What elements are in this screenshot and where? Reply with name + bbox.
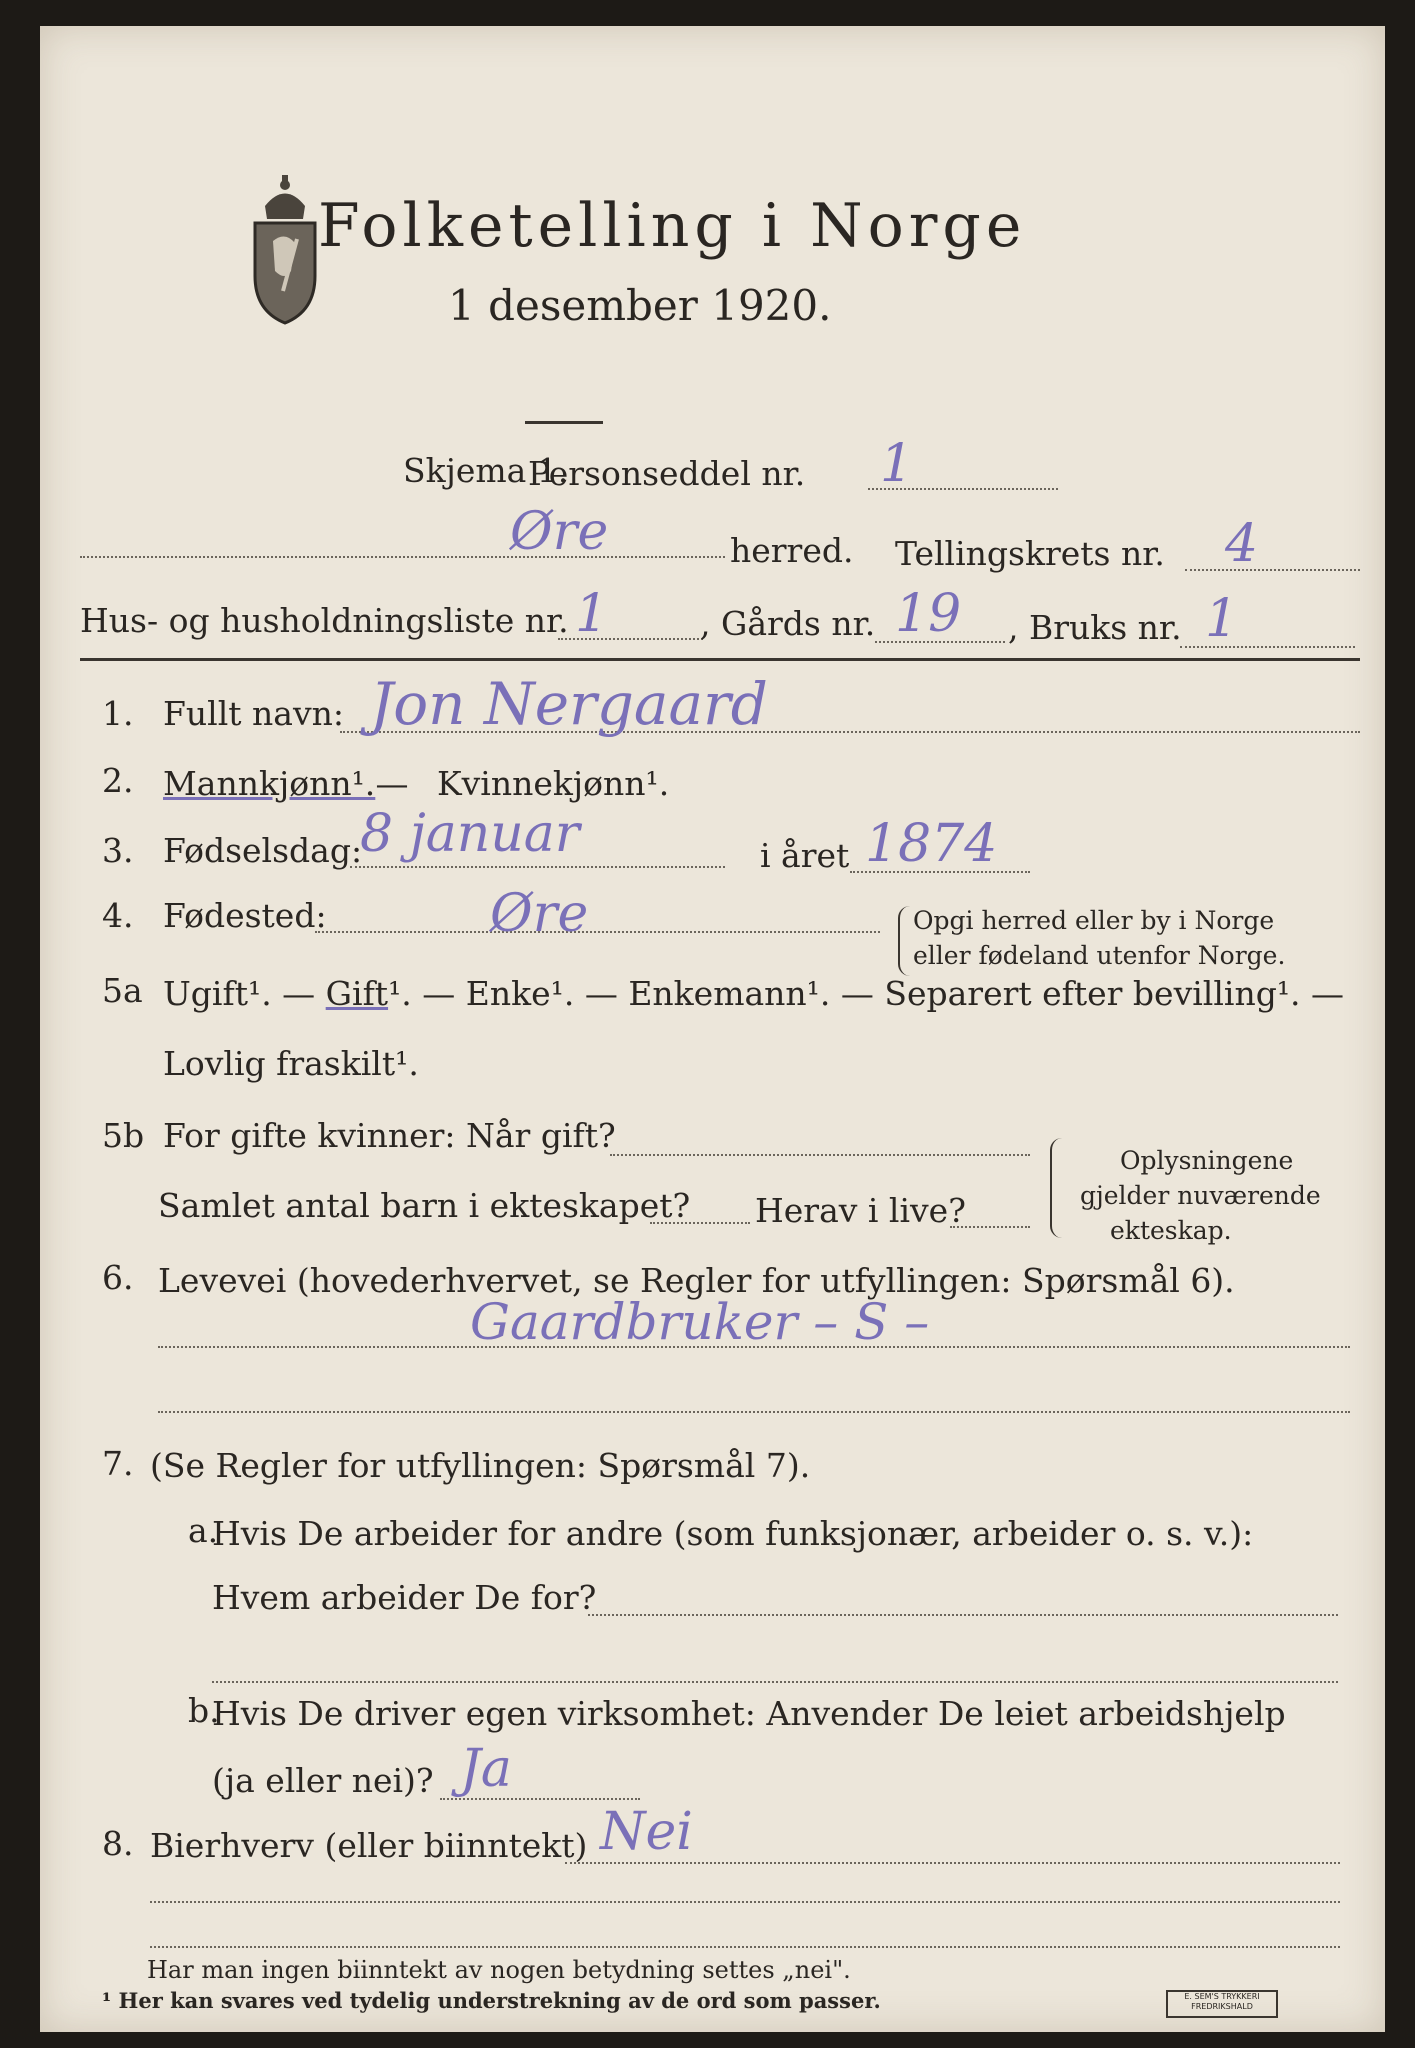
employs-help-value[interactable]: Ja (460, 1739, 512, 1799)
q7b-line-2: (ja eller nei)? (212, 1761, 434, 1800)
form-date: 1 desember 1920. (448, 281, 832, 330)
bruks-label: , Bruks nr. (1008, 608, 1182, 647)
q1-label: Fullt navn: (163, 694, 344, 733)
q8-label: Bierhverv (eller biinntekt) (150, 1826, 588, 1865)
q1-number: 1. (102, 694, 134, 733)
stamp-line-2: FREDRIKSHALD (1191, 2002, 1253, 2011)
gards-label: , Gårds nr. (700, 604, 876, 643)
q3-year-label: i året (760, 836, 850, 875)
q7-label: (Se Regler for utfyllingen: Spørsmål 7). (150, 1446, 811, 1485)
q2-separator: — (365, 764, 419, 803)
q4-label: Fødested: (163, 896, 327, 935)
bruks-value[interactable]: 1 (1205, 589, 1239, 649)
husliste-label: Hus- og husholdningsliste nr. (80, 601, 569, 640)
q4-note-2: eller fødeland utenfor Norge. (913, 941, 1286, 970)
q5b-line-2: Samlet antal barn i ekteskapet? (158, 1186, 691, 1225)
side-income-value[interactable]: Nei (600, 1802, 693, 1862)
q5b-note-2: gjelder nuværende (1080, 1181, 1321, 1210)
q8-number: 8. (102, 1824, 134, 1863)
herred-value[interactable]: Øre (510, 502, 609, 562)
header-rule (80, 658, 1360, 661)
q5b-note-3: ekteskap. (1110, 1216, 1232, 1245)
herred-label: herred. (730, 531, 854, 570)
personseddel-label: Personseddel nr. (528, 454, 806, 493)
stamp-line-1: E. SEM'S TRYKKERI (1184, 1992, 1260, 2001)
marital-others[interactable]: ¹. — Enke¹. — Enkemann¹. — Separert efter bevilling¹. — (388, 974, 1345, 1013)
q5a-line-1 (163, 974, 1344, 1014)
birthplace-value[interactable]: Øre (490, 884, 589, 944)
sex-female[interactable]: Kvinnekjønn¹. (437, 764, 670, 803)
title-divider (525, 421, 603, 424)
birthyear-value[interactable]: 1874 (865, 814, 998, 874)
q2-number: 2. (102, 761, 134, 800)
q5b-note-1: Oplysningene (1120, 1146, 1294, 1175)
sex-male[interactable]: Mannkjønn¹. (163, 764, 376, 803)
q3-label: Fødselsdag: (163, 831, 363, 870)
q5b-line-1: For gifte kvinner: Når gift? (163, 1116, 616, 1155)
q4-note-1: Opgi herred eller by i Norge (913, 906, 1275, 935)
q6-number: 6. (102, 1258, 134, 1297)
husliste-value[interactable]: 1 (575, 584, 609, 644)
census-form (40, 26, 1385, 2032)
q5a-number: 5a (102, 971, 143, 1010)
q7a-letter: a. (188, 1511, 219, 1550)
q5b-number: 5b (102, 1116, 145, 1155)
q7b-letter: b. (188, 1691, 220, 1730)
norwegian-coat-of-arms-icon (245, 171, 325, 326)
q7-number: 7. (102, 1444, 134, 1483)
form-title: Folketelling i Norge (318, 191, 1027, 261)
personseddel-value[interactable]: 1 (880, 434, 914, 494)
marital-ugift[interactable]: Ugift¹. — (163, 974, 326, 1013)
skjema-label: Skjema 1. (403, 451, 569, 490)
birthdate-value[interactable]: 8 januar (360, 804, 580, 864)
q5a-line-2[interactable]: Lovlig fraskilt¹. (163, 1044, 419, 1083)
marital-gift[interactable]: Gift (325, 974, 389, 1013)
tellingskrets-value[interactable]: 4 (1225, 514, 1259, 574)
q5b-line-2b: Herav i live? (755, 1191, 966, 1230)
q6-label: Levevei (hovederhvervet, se Regler for utfyllingen: Spørsmål 6). (158, 1261, 1235, 1300)
q7a-line-1: Hvis De arbeider for andre (som funksjonær, arbeider o. s. v.): (212, 1514, 1254, 1553)
q7a-line-2: Hvem arbeider De for? (212, 1578, 597, 1617)
q7b-line-1: Hvis De driver egen virksomhet: Anvender De leiet arbeidshjelp (212, 1694, 1286, 1733)
occupation-value[interactable]: Gaardbruker – S – (470, 1293, 930, 1351)
full-name-value[interactable]: Jon Nergaard (370, 670, 768, 738)
tellingskrets-label: Tellingskrets nr. (895, 534, 1165, 573)
footnote: ¹ Her kan svares ved tydelig understrekning av de ord som passer. (102, 1988, 881, 2013)
footer-note: Har man ingen biinntekt av nogen betydning settes „nei". (147, 1956, 851, 1984)
q3-number: 3. (102, 831, 134, 870)
printer-stamp (1166, 1990, 1278, 2018)
gards-value[interactable]: 19 (895, 584, 962, 644)
q4-number: 4. (102, 896, 134, 935)
